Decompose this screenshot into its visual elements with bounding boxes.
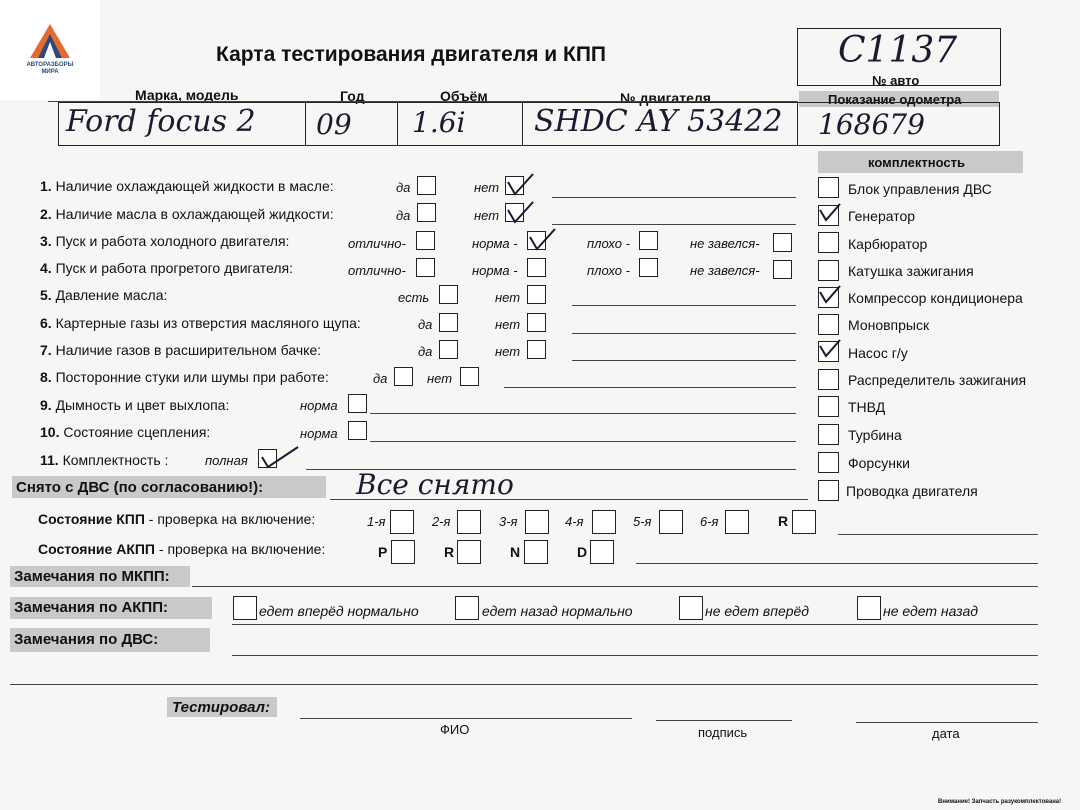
q3-check-mark-icon	[527, 227, 557, 249]
akpp-forward-ok-checkbox[interactable]	[233, 596, 257, 620]
q4-bad-checkbox[interactable]	[639, 258, 658, 277]
q4-excellent-label: отлично-	[348, 263, 406, 278]
q1-yes-checkbox[interactable]	[417, 176, 436, 195]
kit-item-12: Проводка двигателя	[846, 483, 978, 499]
kpp-gear-r-label: R	[778, 513, 789, 529]
kit-5-check-mark-icon	[818, 284, 842, 304]
q3-excellent-checkbox[interactable]	[416, 231, 435, 250]
question-3: 3. Пуск и работа холодного двигателя:	[40, 233, 290, 249]
q3-normal-label: норма -	[472, 236, 518, 251]
notes-dvs-line-1	[232, 655, 1038, 656]
q4-excellent-checkbox[interactable]	[416, 258, 435, 277]
kit-checkbox-4[interactable]	[818, 260, 839, 281]
question-5: 5. Давление масла:	[40, 287, 168, 303]
watermark: Внимание! Запчасть разукомплектована!	[938, 799, 1062, 805]
kit-item-1: Блок управления ДВС	[848, 181, 992, 197]
notes-akpp-line	[232, 624, 1038, 625]
kpp-gear-5-checkbox[interactable]	[659, 510, 683, 534]
q4-nostart-label: не завелся-	[690, 263, 760, 278]
q5-yes-label: есть	[398, 290, 430, 305]
kit-item-9: ТНВД	[848, 399, 886, 415]
kpp-gear-r-checkbox[interactable]	[792, 510, 816, 534]
removed-label: Снято с ДВС (по согласованию!):	[16, 479, 264, 496]
akpp-d-label: D	[577, 544, 588, 560]
akpp-n-label: N	[510, 544, 521, 560]
question-11: 11. Комплектность :	[40, 452, 169, 468]
question-9: 9. Дымность и цвет выхлопа:	[40, 397, 230, 413]
sign-label: подпись	[698, 725, 748, 740]
kpp-gear-3-label: 3-я	[499, 514, 518, 529]
kpp-gear-2-checkbox[interactable]	[457, 510, 481, 534]
q9-normal-label: норма	[300, 398, 338, 413]
kpp-gear-1-label: 1-я	[367, 514, 386, 529]
q10-normal-checkbox[interactable]	[348, 421, 367, 440]
akpp-no-backward-checkbox[interactable]	[857, 596, 881, 620]
q3-excellent-label: отлично-	[348, 236, 406, 251]
kit-item-6: Моновпрыск	[848, 317, 930, 333]
kpp-gear-6-checkbox[interactable]	[725, 510, 749, 534]
logo	[0, 0, 100, 100]
akpp-comment-line	[636, 563, 1038, 564]
removed-line	[330, 499, 808, 500]
kpp-gear-1-checkbox[interactable]	[390, 510, 414, 534]
q10-comment-line	[370, 441, 796, 442]
car-number-value: C1137	[838, 30, 958, 71]
q10-normal-label: норма	[300, 426, 338, 441]
q9-normal-checkbox[interactable]	[348, 394, 367, 413]
kit-item-5: Компрессор кондиционера	[848, 290, 1023, 306]
kpp-gear-4-checkbox[interactable]	[592, 510, 616, 534]
q1-yes-label: да	[396, 180, 411, 195]
kit-title: комплектность	[868, 155, 965, 170]
question-1: 1. Наличие охлаждающей жидкости в масле:	[40, 178, 334, 194]
removed-value: Все снято	[356, 468, 514, 501]
q11-check-mark-icon	[260, 445, 300, 467]
notes-mkpp-line	[192, 586, 1038, 587]
kit-checkbox-6[interactable]	[818, 314, 839, 335]
tested-label: Тестировал:	[172, 699, 270, 716]
kit-item-7: Насос г/у	[848, 345, 908, 361]
akpp-no-forward-checkbox[interactable]	[679, 596, 703, 620]
q2-yes-label: да	[396, 208, 411, 223]
header-odometer: Показание одометра	[828, 92, 962, 107]
notes-mkpp-label: Замечания по МКПП:	[14, 568, 170, 585]
q8-comment-line	[504, 387, 796, 388]
q7-no-label: нет	[495, 344, 521, 359]
question-6: 6. Картерные газы из отверстия масляного щупа:	[40, 315, 361, 331]
akpp-backward-ok-label: едет назад нормально	[482, 603, 633, 619]
q5-no-checkbox[interactable]	[527, 285, 546, 304]
kit-checkbox-10[interactable]	[818, 424, 839, 445]
kit-checkbox-8[interactable]	[818, 369, 839, 390]
date-line	[856, 722, 1038, 723]
q6-yes-label: да	[418, 317, 433, 332]
engine-value: SHDC AY 53422	[534, 104, 783, 139]
model-value: Ford focus 2	[66, 104, 256, 139]
akpp-r-checkbox[interactable]	[457, 540, 481, 564]
akpp-p-checkbox[interactable]	[391, 540, 415, 564]
q8-yes-checkbox[interactable]	[394, 367, 413, 386]
kpp-gear-4-label: 4-я	[565, 514, 584, 529]
q5-comment-line	[572, 305, 796, 306]
q8-yes-label: да	[373, 371, 388, 386]
akpp-no-backward-label: не едет назад	[883, 603, 978, 619]
q2-comment-line	[552, 224, 796, 225]
question-2: 2. Наличие масла в охлаждающей жидкости:	[40, 206, 334, 222]
q1-no-label: нет	[474, 180, 500, 195]
kpp-gear-2-label: 2-я	[432, 514, 451, 529]
q4-normal-checkbox[interactable]	[527, 258, 546, 277]
page-title: Карта тестирования двигателя и КПП	[216, 43, 607, 66]
akpp-d-checkbox[interactable]	[590, 540, 614, 564]
volume-value: 1.6i	[412, 106, 466, 139]
kit-7-check-mark-icon	[818, 338, 842, 358]
kit-checkbox-1[interactable]	[818, 177, 839, 198]
q5-no-label: нет	[495, 290, 521, 305]
logo-emblem-icon	[30, 24, 70, 58]
kit-item-8: Распределитель зажигания	[848, 372, 1027, 388]
header-volume: Объём	[440, 88, 488, 104]
q2-no-label: нет	[474, 208, 500, 223]
divider-2	[397, 102, 398, 146]
kit-checkbox-11[interactable]	[818, 452, 839, 473]
fio-line	[300, 718, 632, 719]
kit-item-10: Турбина	[848, 427, 902, 443]
q6-no-checkbox[interactable]	[527, 313, 546, 332]
logo-line1: АВТОРАЗБОРЫ	[26, 62, 74, 68]
notes-dvs-label: Замечания по ДВС:	[14, 631, 159, 648]
divider-3	[522, 102, 523, 146]
q7-no-checkbox[interactable]	[527, 340, 546, 359]
question-7: 7. Наличие газов в расширительном бачке:	[40, 342, 322, 358]
kit-checkbox-3[interactable]	[818, 232, 839, 253]
q8-no-checkbox[interactable]	[460, 367, 479, 386]
q4-normal-label: норма -	[472, 263, 518, 278]
kpp-gear-3-checkbox[interactable]	[525, 510, 549, 534]
q3-nostart-checkbox[interactable]	[773, 233, 792, 252]
q2-yes-checkbox[interactable]	[417, 203, 436, 222]
odometer-value: 168679	[818, 108, 925, 141]
divider-4	[797, 102, 798, 146]
q7-comment-line	[572, 360, 796, 361]
akpp-n-checkbox[interactable]	[524, 540, 548, 564]
q4-nostart-checkbox[interactable]	[773, 260, 792, 279]
fio-label: ФИО	[440, 722, 470, 737]
q3-bad-checkbox[interactable]	[639, 231, 658, 250]
kit-item-11: Форсунки	[848, 455, 910, 471]
akpp-forward-ok-label: едет вперёд нормально	[259, 603, 419, 619]
akpp-backward-ok-checkbox[interactable]	[455, 596, 479, 620]
q9-comment-line	[370, 413, 796, 414]
q3-bad-label: плохо -	[587, 236, 630, 251]
q8-no-label: нет	[427, 371, 453, 386]
akpp-r-label: R	[444, 544, 455, 560]
header-year: Год	[340, 88, 365, 104]
sign-line	[656, 720, 792, 721]
kit-item-2: Генератор	[848, 208, 916, 224]
kit-checkbox-9[interactable]	[818, 396, 839, 417]
akpp-no-forward-label: не едет вперёд	[705, 603, 810, 619]
logo-line2: МИРА	[41, 69, 59, 75]
q7-yes-checkbox[interactable]	[439, 340, 458, 359]
car-number-label: № авто	[872, 73, 920, 88]
q4-bad-label: плохо -	[587, 263, 630, 278]
kpp-comment-line	[838, 534, 1038, 535]
q6-yes-checkbox[interactable]	[439, 313, 458, 332]
q11-full-label: полная	[205, 453, 248, 468]
akpp-p-label: P	[378, 544, 388, 560]
kit-item-3: Карбюратор	[848, 236, 928, 252]
header-model: Марка, модель	[135, 87, 239, 103]
q1-comment-line	[552, 197, 796, 198]
question-4: 4. Пуск и работа прогретого двигателя:	[40, 260, 294, 276]
q6-comment-line	[572, 333, 796, 334]
kpp-gear-6-label: 6-я	[700, 514, 719, 529]
header-engine: № двигателя	[620, 90, 711, 106]
question-8: 8. Посторонние стуки или шумы при работе:	[40, 369, 329, 385]
kit-item-4: Катушка зажигания	[848, 263, 974, 279]
kpp-label: Состояние КПП - проверка на включение:	[38, 511, 316, 527]
q1-check-mark-icon	[505, 172, 535, 194]
kpp-gear-5-label: 5-я	[633, 514, 652, 529]
akpp-label: Состояние АКПП - проверка на включение:	[38, 541, 326, 557]
notes-dvs-line-2	[10, 684, 1038, 685]
q7-yes-label: да	[418, 344, 433, 359]
q2-check-mark-icon	[505, 200, 535, 222]
q6-no-label: нет	[495, 317, 521, 332]
kit-2-check-mark-icon	[818, 202, 842, 222]
question-10: 10. Состояние сцепления:	[40, 424, 211, 440]
q5-yes-checkbox[interactable]	[439, 285, 458, 304]
kit-checkbox-12[interactable]	[818, 480, 839, 501]
date-label: дата	[932, 726, 960, 741]
notes-akpp-label: Замечания по АКПП:	[14, 599, 168, 616]
year-value: 09	[316, 108, 352, 141]
q3-nostart-label: не завелся-	[690, 236, 760, 251]
divider-1	[305, 102, 306, 146]
